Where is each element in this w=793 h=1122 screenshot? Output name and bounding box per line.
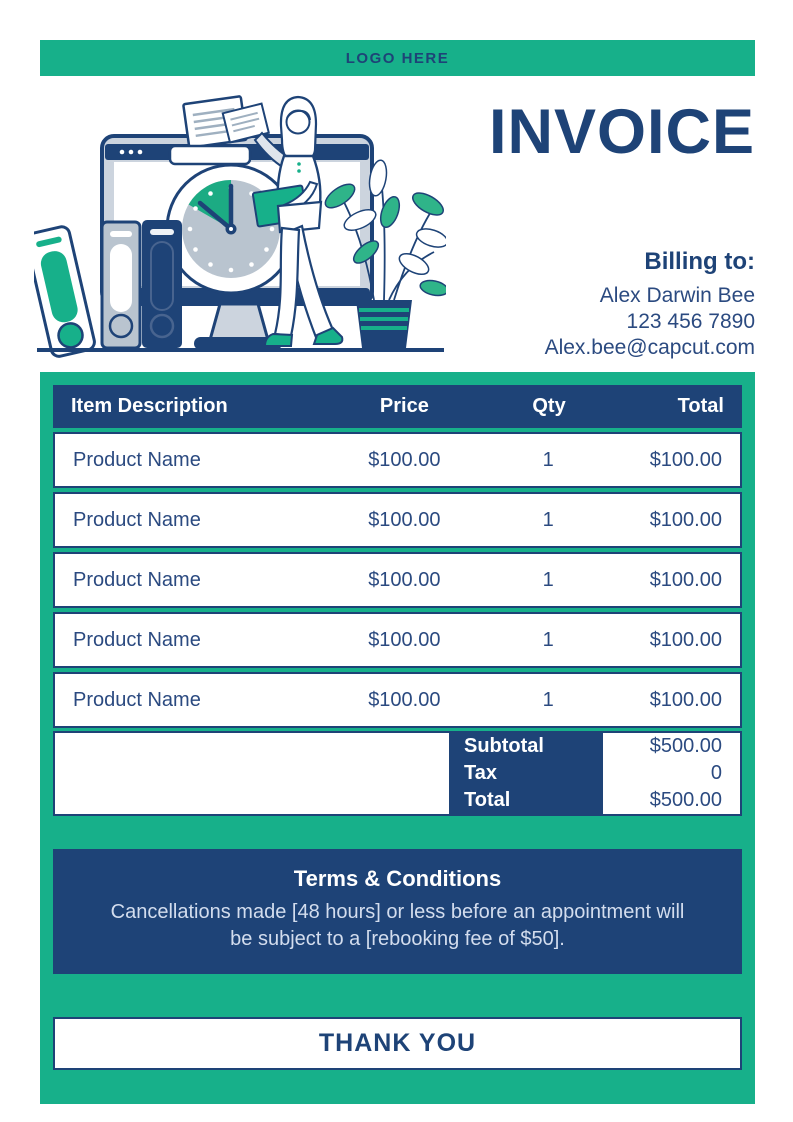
cell-qty: 1 [542,688,554,711]
col-header-qty: Qty [532,395,566,417]
cell-price: $100.00 [368,628,441,651]
thank-you-banner [53,1017,742,1070]
terms-line-2: be subject to a [rebooking fee of $50]. [230,928,565,950]
col-header-price: Price [379,395,429,417]
invoice-body-panel [40,372,755,1104]
totals-section [53,731,742,816]
invoice-illustration [34,92,446,358]
cell-price: $100.00 [368,568,441,591]
cell-item: Product Name [73,448,201,471]
cell-price: $100.00 [368,688,441,711]
billing-phone: 123 456 7890 [626,310,755,333]
cell-item: Product Name [73,628,201,651]
cell-total: $100.00 [649,688,722,711]
billing-section [545,248,755,361]
cell-price: $100.00 [368,508,441,531]
table-header-row [53,385,742,428]
table-row [53,492,742,548]
billing-heading: Billing to: [644,248,755,275]
col-header-item: Item Description [71,395,228,417]
cell-total: $100.00 [649,568,722,591]
terms-body [63,899,732,953]
terms-line-1: Cancellations made [48 hours] or less before an appointment will [110,901,685,923]
clock-illustration [167,165,295,293]
cell-qty: 1 [542,448,554,471]
total-value: $500.00 [649,789,722,811]
terms-title: Terms & Conditions [293,866,502,891]
table-row [53,672,742,728]
col-header-total: Total [677,395,724,417]
billing-email: Alex.bee@capcut.com [544,336,755,359]
cell-qty: 1 [542,628,554,651]
cell-item: Product Name [73,508,201,531]
table-row [53,432,742,488]
tax-label: Tax [464,762,497,784]
logo-bar [40,40,755,76]
subtotal-label: Subtotal [464,735,544,757]
thank-you-text: THANK YOU [318,1029,477,1057]
cell-item: Product Name [73,688,201,711]
totals-values [601,731,742,816]
page-title: INVOICE [488,97,755,167]
binders-illustration [34,220,182,358]
cell-qty: 1 [542,568,554,591]
cell-total: $100.00 [649,448,722,471]
cell-item: Product Name [73,568,201,591]
cell-total: $100.00 [649,628,722,651]
tax-value: 0 [710,762,722,784]
totals-empty-cell [53,731,451,816]
cell-total: $100.00 [649,508,722,531]
table-row [53,612,742,668]
logo-placeholder-text: LOGO HERE [345,49,450,67]
subtotal-value: $500.00 [649,735,722,757]
terms-and-conditions [53,849,742,974]
cell-qty: 1 [542,508,554,531]
cell-price: $100.00 [368,448,441,471]
table-row [53,552,742,608]
billing-name: Alex Darwin Bee [599,284,755,307]
total-label: Total [464,789,511,811]
totals-labels [451,731,601,816]
